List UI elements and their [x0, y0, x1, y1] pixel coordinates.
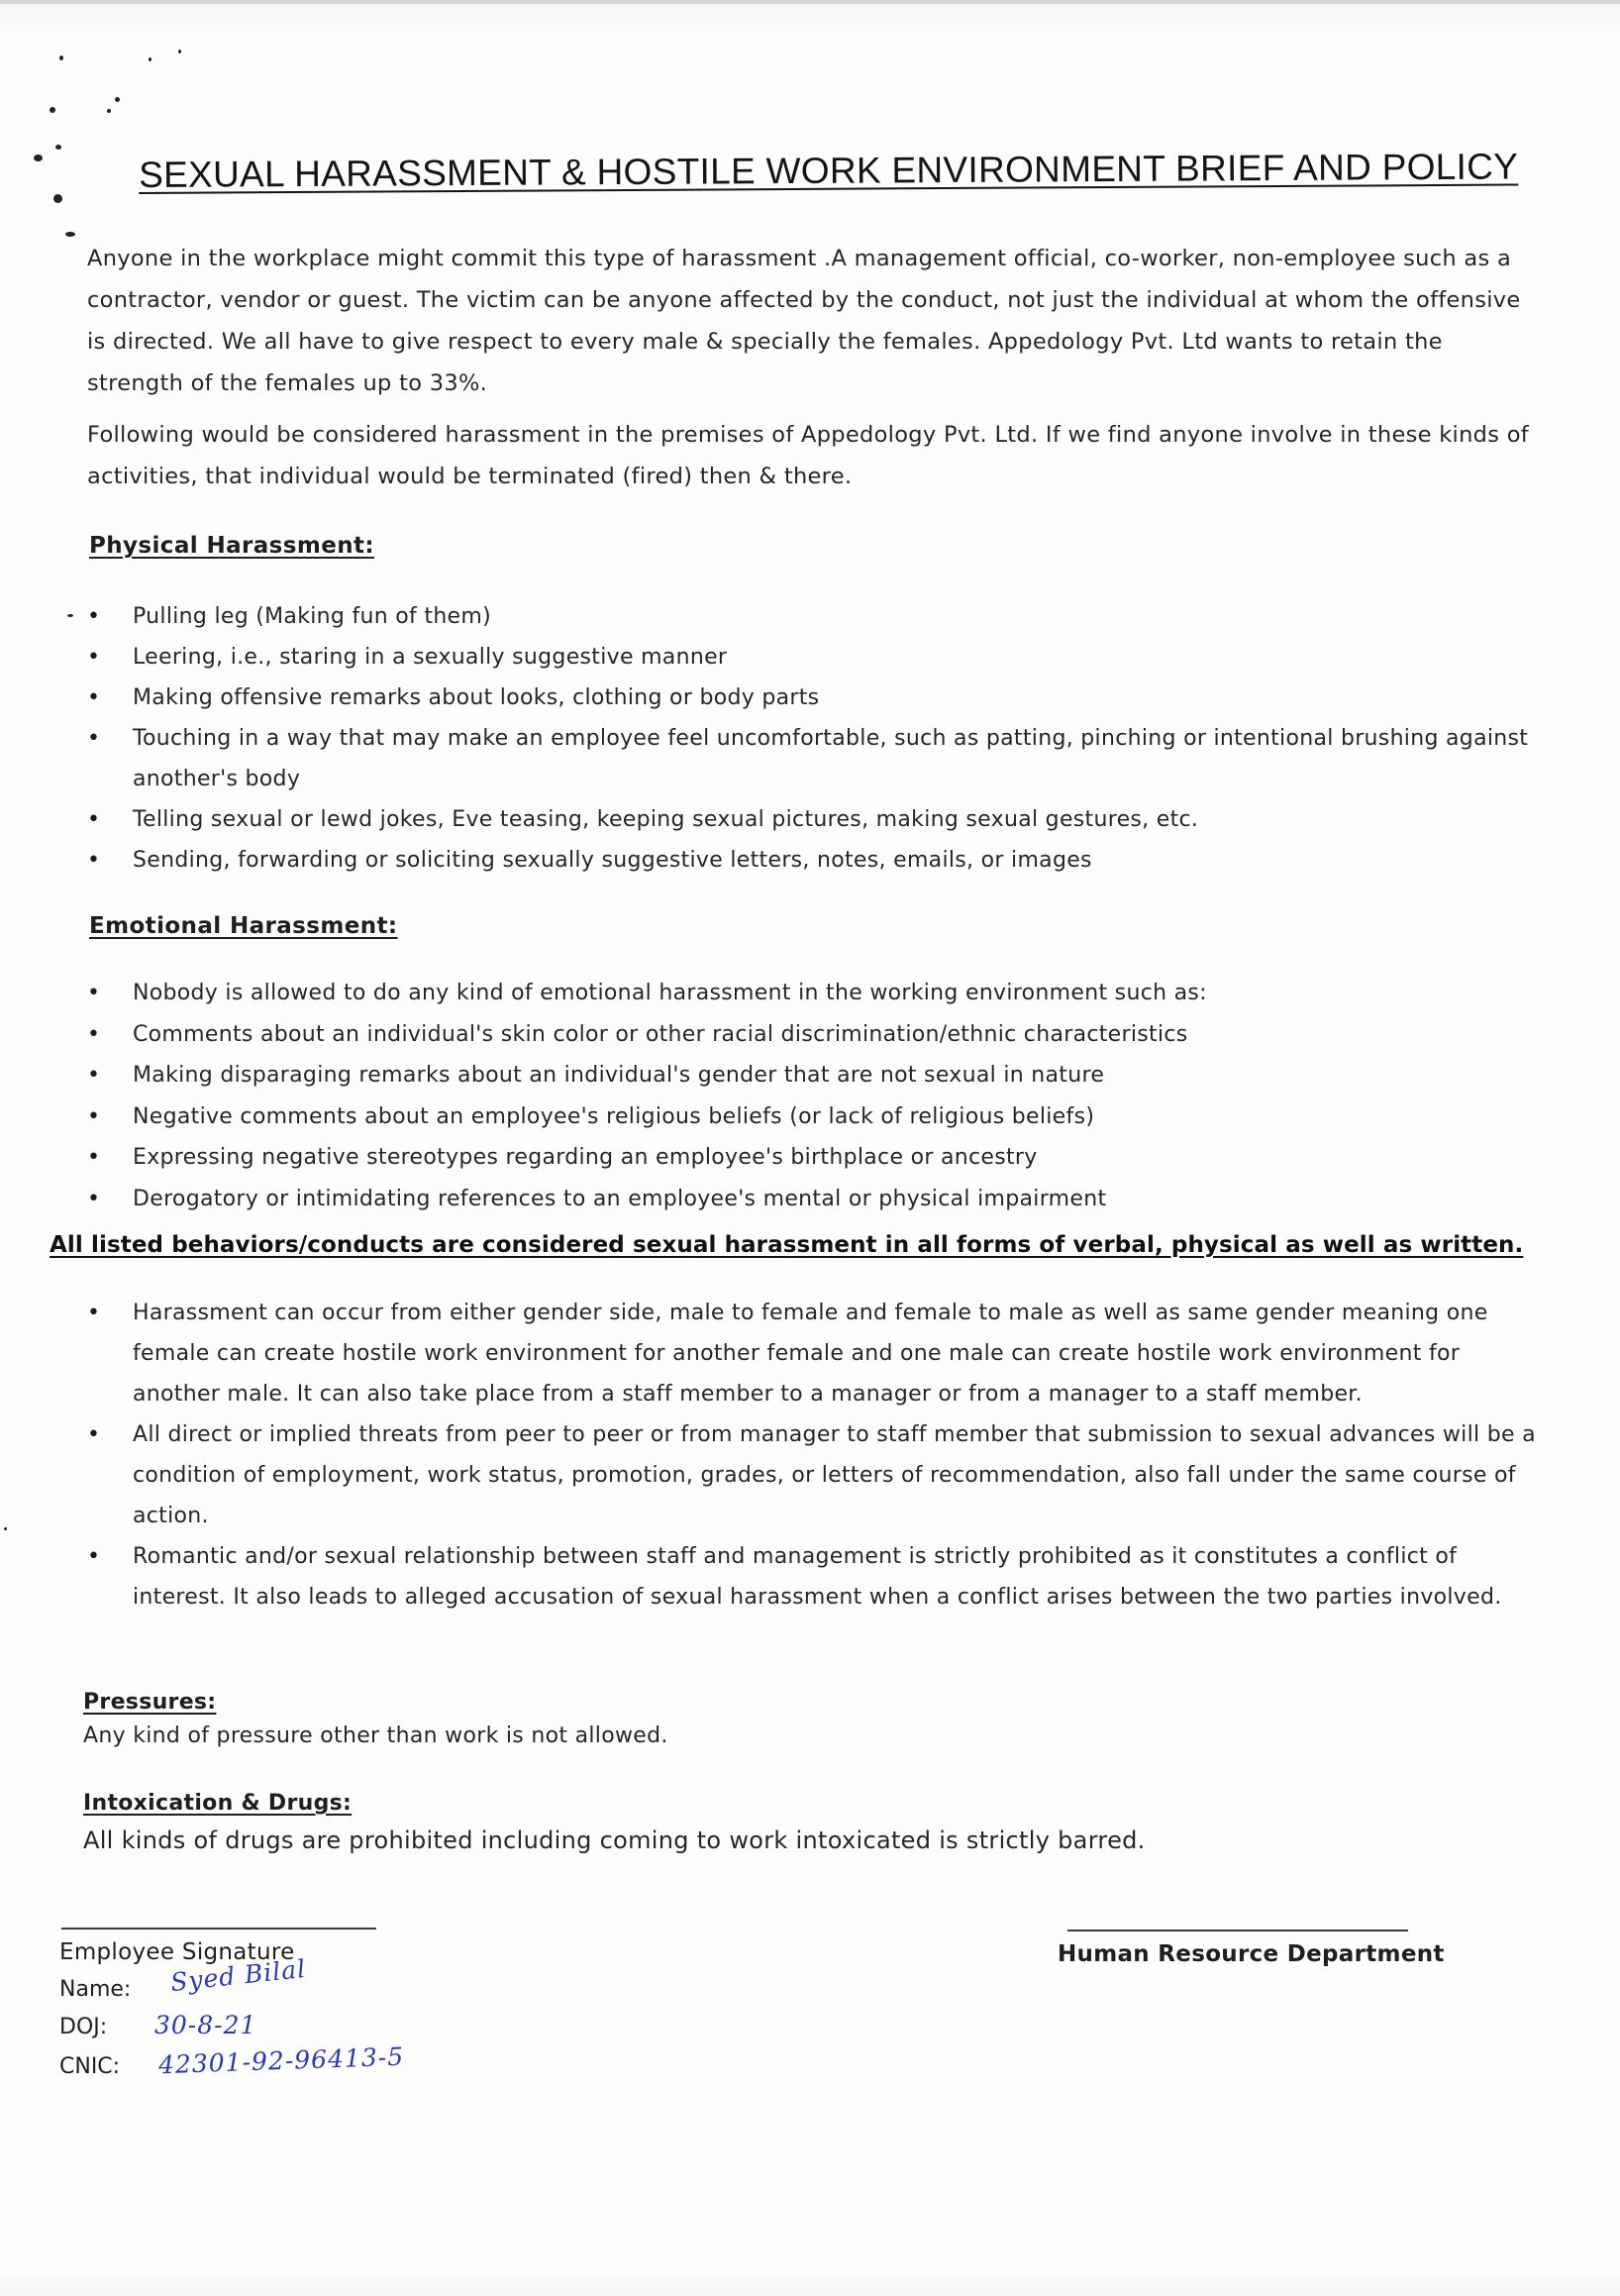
scan-speck — [65, 232, 75, 237]
pressures-text: Any kind of pressure other than work is not allowed. — [83, 1723, 668, 1748]
list-item: • Touching in a way that may make an employee feel uncomfortable, such as patting, pinching or intentional brushing against another's body — [87, 718, 1543, 799]
intoxication-heading: Intoxication & Drugs: — [83, 1791, 353, 1816]
physical-harassment-heading: Physical Harassment: — [89, 533, 374, 559]
list-item: • Making disparaging remarks about an individual's gender that are not sexual in nature — [87, 1055, 1543, 1096]
list-item: • All direct or implied threats from peer to peer or from manager to staff member that submission to sexual advances will be a condition of employment, work status, promotion, grades, or letters of recommendation, also fall under the same course of action. — [87, 1414, 1543, 1536]
scan-edge — [0, 0, 1620, 4]
handwritten-name: Syed Bilal — [168, 1953, 308, 1998]
scan-speck — [178, 50, 181, 53]
list-item: • Expressing negative stereotypes regarding an employee's birthplace or ancestry — [87, 1137, 1543, 1179]
intoxication-text: All kinds of drugs are prohibited including coming to work intoxicated is strictly barred. — [83, 1826, 1146, 1854]
list-item: • Comments about an individual's skin color or other racial discrimination/ethnic characteristics — [87, 1014, 1543, 1056]
sexual-harassment-notice: All listed behaviors/conducts are considered sexual harassment in all forms of verbal, physical as well as written. — [50, 1232, 1524, 1258]
hr-department-label: Human Resource Department — [1058, 1941, 1445, 1967]
physical-harassment-list — [87, 596, 1543, 881]
scan-speck — [53, 194, 62, 203]
scan-speck — [55, 145, 61, 150]
termination-paragraph: Following would be considered harassment in the premises of Appedology Pvt. Ltd. If we find anyone involve in these kinds of activities, that individual would be terminated (fired) then & there. — [87, 422, 1530, 489]
list-item: • Sending, forwarding or soliciting sexually suggestive letters, notes, emails, or images — [87, 840, 1543, 881]
list-item: • Romantic and/or sexual relationship between staff and management is strictly prohibited as it constitutes a conflict of interest. It also leads to alleged accusation of sexual harassment when a conflict arises between the two parties involved. — [87, 1536, 1543, 1618]
notice-details-list — [87, 1293, 1543, 1618]
hr-signature-line — [1067, 1930, 1408, 1931]
pressures-heading: Pressures: — [83, 1690, 217, 1715]
list-item: • Pulling leg (Making fun of them) — [87, 596, 1543, 637]
list-item: • Leering, i.e., staring in a sexually suggestive manner — [87, 637, 1543, 678]
cnic-label: CNIC: — [59, 2054, 121, 2079]
scan-speck — [34, 155, 43, 161]
handwritten-cnic: 42301-92-96413-5 — [157, 2041, 405, 2080]
scan-speck — [107, 109, 111, 113]
handwritten-doj: 30-8-21 — [154, 2011, 257, 2039]
list-item: • Harassment can occur from either gender side, male to female and female to male as well as same gender meaning one female can create hostile work environment for another female and one male can create hostile work environment for another male. It can also take place from a staff member to a manager or from a manager to a staff member. — [87, 1293, 1543, 1414]
employee-signature-label: Employee Signature — [59, 1939, 295, 1965]
employee-signature-line — [61, 1928, 376, 1930]
list-item: • Derogatory or intimidating references to an employee's mental or physical impairment — [87, 1179, 1543, 1220]
scan-speck — [149, 57, 152, 61]
scan-speck — [4, 1527, 7, 1530]
list-item: • Telling sexual or lewd jokes, Eve teasing, keeping sexual pictures, making sexual gestures, etc. — [87, 799, 1543, 840]
doj-label: DOJ: — [59, 2015, 108, 2039]
intro-paragraph: Anyone in the workplace might commit this type of harassment .A management official, co-worker, non-employee such as a contractor, vendor or guest. The victim can be anyone affected by the conduct, not just the individual at whom the offensive is directed. We all have to give respect to every male & specially the females. Appedology Pvt. Ltd wants to retain the strength of the females up to 33%. — [87, 246, 1521, 396]
list-item: • Nobody is allowed to do any kind of emotional harassment in the working environment such as: — [87, 973, 1543, 1014]
emotional-harassment-heading: Emotional Harassment: — [89, 913, 398, 939]
emotional-harassment-list — [87, 973, 1543, 1219]
scan-speck — [67, 614, 73, 617]
scan-speck — [59, 55, 63, 60]
list-item: • Making offensive remarks about looks, clothing or body parts — [87, 678, 1543, 718]
scan-speck — [50, 107, 55, 113]
name-label: Name: — [59, 1977, 132, 2002]
scan-speck — [115, 97, 120, 102]
page-title: SEXUAL HARASSMENT & HOSTILE WORK ENVIRONMENT BRIEF AND POLICY — [139, 146, 1519, 195]
list-item: • Negative comments about an employee's religious beliefs (or lack of religious beliefs) — [87, 1096, 1543, 1138]
